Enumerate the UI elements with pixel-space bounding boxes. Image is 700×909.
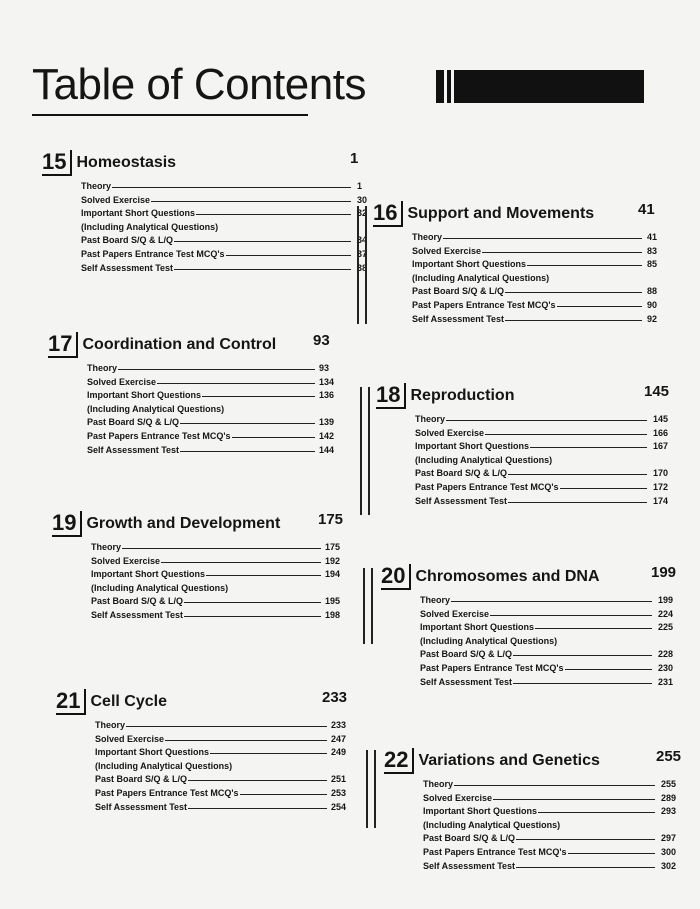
entry-leader-line: [516, 839, 655, 840]
entry-leader-line: [535, 628, 652, 629]
entry-label: Self Assessment Test: [415, 495, 508, 506]
entry-leader-line: [174, 241, 351, 242]
toc-entry: [81, 207, 368, 221]
toc-entry: [95, 801, 347, 815]
entry-leader-line: [560, 488, 647, 489]
entry-page-number: 233: [331, 720, 347, 730]
toc-entry: [81, 262, 368, 276]
toc-entry: [412, 285, 658, 299]
page-title: Table of Contents: [32, 60, 366, 109]
entry-page-number: 247: [331, 733, 347, 744]
entry-leader-line: [513, 655, 652, 656]
entry-leader-line: [505, 292, 642, 293]
title-decorative-bar: [436, 70, 644, 103]
chapter-heading: [376, 383, 514, 409]
entry-leader-line: [538, 812, 655, 813]
entry-leader-line: [180, 423, 315, 424]
entry-label: (Including Analytical Questions): [81, 221, 219, 232]
entry-label: Past Papers Entrance Test MCQ's: [95, 787, 239, 798]
entry-label: Theory: [412, 232, 443, 242]
entry-label: Theory: [95, 720, 126, 730]
chapter-vertical-rule: [357, 206, 367, 324]
entry-page-number: 167: [653, 441, 669, 452]
toc-entry: [420, 662, 674, 676]
chapter-entries: [87, 362, 335, 457]
toc-entry: [91, 555, 341, 569]
chapter-start-page: 199: [651, 564, 677, 581]
toc-entry: [95, 746, 347, 760]
toc-entry: [420, 594, 674, 608]
chapter-vertical-rule: [363, 568, 373, 644]
chapter-number: 15: [42, 150, 72, 176]
entry-label: Self Assessment Test: [87, 444, 180, 455]
entry-label: Past Board S/Q & L/Q: [420, 649, 513, 660]
toc-entry: [415, 495, 669, 509]
entry-page-number: 134: [319, 376, 335, 387]
entry-leader-line: [446, 420, 647, 421]
chapter-entries: [91, 541, 341, 623]
entry-label: Important Short Questions: [87, 390, 202, 401]
toc-entry: [420, 621, 674, 635]
entry-page-number: 30: [357, 194, 368, 205]
entry-leader-line: [485, 434, 647, 435]
toc-entry: [420, 648, 674, 662]
entry-page-number: 83: [647, 245, 658, 256]
toc-entry: [91, 595, 341, 609]
chapter-number: 21: [56, 689, 86, 715]
entry-leader-line: [122, 548, 321, 549]
entry-page-number: 41: [647, 232, 658, 242]
entry-page-number: 297: [661, 833, 677, 844]
chapter-heading: [381, 564, 600, 590]
toc-entry: [420, 635, 630, 649]
toc-entry: [81, 221, 291, 235]
entry-page-number: 170: [653, 468, 669, 479]
entry-label: Important Short Questions: [412, 259, 527, 270]
chapter-vertical-rule: [366, 750, 376, 828]
entry-label: Solved Exercise: [415, 427, 485, 438]
entry-leader-line: [240, 794, 327, 795]
entry-leader-line: [165, 740, 327, 741]
entry-page-number: 254: [331, 801, 347, 812]
toc-entry: [415, 427, 669, 441]
entry-label: Past Board S/Q & L/Q: [423, 833, 516, 844]
entry-label: Past Papers Entrance Test MCQ's: [87, 430, 231, 441]
entry-label: (Including Analytical Questions): [415, 454, 553, 465]
entry-page-number: 192: [325, 555, 341, 566]
chapter-number: 17: [48, 332, 78, 358]
entry-leader-line: [493, 799, 655, 800]
entry-page-number: 302: [661, 860, 677, 871]
chapter-number: 19: [52, 511, 82, 537]
entry-leader-line: [451, 601, 652, 602]
entry-label: Past Board S/Q & L/Q: [412, 286, 505, 297]
entry-label: Important Short Questions: [81, 208, 196, 219]
toc-entry: [95, 773, 347, 787]
entry-label: Theory: [87, 363, 118, 373]
chapter-title: Reproduction: [410, 387, 515, 404]
entry-leader-line: [157, 383, 315, 384]
entry-page-number: 231: [658, 676, 674, 687]
entry-label: Past Board S/Q & L/Q: [91, 596, 184, 607]
chapter-title: Chromosomes and DNA: [415, 568, 600, 585]
entry-leader-line: [126, 726, 327, 727]
toc-entry: [91, 568, 341, 582]
entry-label: Solved Exercise: [420, 608, 490, 619]
toc-entry: [91, 609, 341, 623]
chapter-title: Variations and Genetics: [418, 752, 600, 769]
toc-entry: [412, 313, 658, 327]
entry-page-number: 85: [647, 259, 658, 270]
entry-label: Past Board S/Q & L/Q: [81, 235, 174, 246]
toc-entry: [415, 481, 669, 495]
entry-leader-line: [184, 602, 321, 603]
toc-entry: [87, 416, 335, 430]
entry-page-number: 253: [331, 787, 347, 798]
entry-leader-line: [151, 201, 351, 202]
entry-leader-line: [508, 474, 647, 475]
chapter-title: Coordination and Control: [82, 336, 277, 353]
entry-leader-line: [527, 265, 642, 266]
entry-page-number: 136: [319, 390, 335, 401]
entry-label: (Including Analytical Questions): [91, 582, 229, 593]
chapter-entries: [423, 778, 677, 873]
entry-label: Self Assessment Test: [423, 860, 516, 871]
chapter-entries: [420, 594, 674, 689]
entry-leader-line: [557, 306, 642, 307]
chapter-number: 16: [373, 201, 403, 227]
chapter-start-page: 41: [638, 201, 655, 218]
toc-entry: [423, 778, 677, 792]
entry-page-number: 175: [325, 542, 341, 552]
entry-leader-line: [202, 396, 315, 397]
entry-label: Past Papers Entrance Test MCQ's: [81, 248, 225, 259]
toc-entry: [423, 792, 677, 806]
entry-leader-line: [232, 437, 315, 438]
entry-page-number: 144: [319, 444, 335, 455]
entry-leader-line: [188, 780, 327, 781]
toc-entry: [95, 733, 347, 747]
chapter-start-page: 175: [318, 511, 344, 528]
toc-entry: [415, 413, 669, 427]
entry-label: Past Board S/Q & L/Q: [87, 417, 180, 428]
toc-entry: [420, 608, 674, 622]
toc-entry: [423, 805, 677, 819]
entry-leader-line: [196, 214, 351, 215]
entry-label: Theory: [420, 595, 451, 605]
entry-leader-line: [516, 867, 655, 868]
chapter-vertical-rule: [360, 387, 370, 515]
entry-leader-line: [112, 187, 351, 188]
chapter-start-page: 233: [322, 689, 348, 706]
chapter-number: 18: [376, 383, 406, 409]
entry-label: Past Papers Entrance Test MCQ's: [423, 846, 567, 857]
entry-label: Self Assessment Test: [95, 801, 188, 812]
entry-leader-line: [210, 753, 327, 754]
toc-entry: [412, 299, 658, 313]
toc-entry: [87, 430, 335, 444]
toc-entry: [87, 389, 335, 403]
chapter-entries: [415, 413, 669, 508]
entry-label: Self Assessment Test: [412, 313, 505, 324]
entry-label: (Including Analytical Questions): [420, 635, 558, 646]
entry-page-number: 142: [319, 430, 335, 441]
toc-entry: [412, 231, 658, 245]
toc-entry: [95, 760, 305, 774]
toc-entry: [87, 444, 335, 458]
entry-page-number: 145: [653, 414, 669, 424]
entry-leader-line: [508, 502, 647, 503]
toc-entry: [81, 180, 363, 194]
chapter-title: Cell Cycle: [90, 693, 167, 710]
toc-entry: [95, 787, 347, 801]
entry-label: Important Short Questions: [423, 806, 538, 817]
chapter-start-page: 255: [656, 748, 682, 765]
chapter-title: Homeostasis: [76, 154, 177, 171]
entry-page-number: 172: [653, 481, 669, 492]
entry-label: Past Board S/Q & L/Q: [95, 774, 188, 785]
entry-page-number: 255: [661, 779, 677, 789]
toc-entry: [423, 819, 633, 833]
entry-label: Solved Exercise: [423, 792, 493, 803]
entry-leader-line: [505, 320, 642, 321]
entry-leader-line: [184, 616, 321, 617]
entry-page-number: 194: [325, 569, 341, 580]
entry-leader-line: [454, 785, 655, 786]
title-underline: [32, 114, 308, 116]
chapter-title: Support and Movements: [407, 205, 595, 222]
entry-label: Theory: [415, 414, 446, 424]
toc-entry: [423, 832, 677, 846]
chapter-number: 22: [384, 748, 414, 774]
toc-entry: [87, 362, 330, 376]
entry-label: Past Papers Entrance Test MCQ's: [415, 481, 559, 492]
entry-leader-line: [206, 575, 321, 576]
toc-entry: [415, 454, 625, 468]
toc-entry: [87, 403, 297, 417]
entry-leader-line: [530, 447, 647, 448]
entry-label: Solved Exercise: [87, 376, 157, 387]
entry-page-number: 174: [653, 495, 669, 506]
entry-label: Self Assessment Test: [81, 262, 174, 273]
entry-page-number: 224: [658, 608, 674, 619]
entry-label: Important Short Questions: [91, 569, 206, 580]
chapter-start-page: 1: [350, 150, 359, 167]
chapter-title: Growth and Development: [86, 515, 281, 532]
entry-label: Theory: [81, 181, 112, 191]
entry-label: Solved Exercise: [81, 194, 151, 205]
entry-label: Self Assessment Test: [91, 609, 184, 620]
entry-label: Solved Exercise: [412, 245, 482, 256]
entry-page-number: 199: [658, 595, 674, 605]
chapter-entries: [412, 231, 658, 326]
entry-leader-line: [513, 683, 652, 684]
entry-leader-line: [565, 669, 652, 670]
chapter-heading: [384, 748, 600, 774]
chapter-heading: [48, 332, 276, 358]
entry-label: Important Short Questions: [420, 622, 535, 633]
entry-label: Past Board S/Q & L/Q: [415, 468, 508, 479]
entry-page-number: 230: [658, 662, 674, 673]
entry-leader-line: [226, 255, 351, 256]
entry-page-number: 38: [357, 262, 368, 273]
entry-leader-line: [174, 269, 351, 270]
toc-entry: [415, 467, 669, 481]
chapter-start-page: 145: [644, 383, 670, 400]
toc-entry: [420, 676, 674, 690]
entry-leader-line: [443, 238, 642, 239]
entry-page-number: 300: [661, 846, 677, 857]
entry-label: Self Assessment Test: [420, 676, 513, 687]
toc-entry: [81, 248, 368, 262]
toc-entry: [81, 194, 368, 208]
entry-leader-line: [568, 853, 655, 854]
entry-label: (Including Analytical Questions): [423, 819, 561, 830]
entry-label: Important Short Questions: [95, 747, 210, 758]
chapter-heading: [56, 689, 167, 715]
entry-leader-line: [180, 451, 315, 452]
entry-page-number: 32: [357, 208, 368, 219]
entry-label: (Including Analytical Questions): [412, 272, 550, 283]
entry-leader-line: [118, 369, 315, 370]
chapter-heading: [42, 150, 176, 176]
toc-entry: [91, 582, 301, 596]
entry-page-number: 249: [331, 747, 347, 758]
toc-entry: [412, 245, 658, 259]
entry-page-number: 166: [653, 427, 669, 438]
toc-entry: [87, 376, 335, 390]
chapter-number: 20: [381, 564, 411, 590]
toc-entry: [81, 234, 368, 248]
toc-entry: [95, 719, 347, 733]
entry-leader-line: [188, 808, 327, 809]
toc-entry: [412, 272, 622, 286]
entry-page-number: 1: [357, 181, 363, 191]
chapter-heading: [52, 511, 280, 537]
chapter-entries: [95, 719, 347, 814]
entry-label: Theory: [423, 779, 454, 789]
toc-entry: [415, 440, 669, 454]
entry-label: Theory: [91, 542, 122, 552]
entry-label: Important Short Questions: [415, 441, 530, 452]
entry-page-number: 293: [661, 806, 677, 817]
entry-page-number: 225: [658, 622, 674, 633]
chapter-start-page: 93: [313, 332, 330, 349]
entry-page-number: 90: [647, 299, 658, 310]
entry-label: Solved Exercise: [91, 555, 161, 566]
entry-page-number: 228: [658, 649, 674, 660]
entry-page-number: 139: [319, 417, 335, 428]
entry-leader-line: [490, 615, 652, 616]
entry-leader-line: [482, 252, 642, 253]
entry-label: Solved Exercise: [95, 733, 165, 744]
entry-page-number: 34: [357, 235, 368, 246]
entry-label: (Including Analytical Questions): [87, 403, 225, 414]
entry-leader-line: [161, 562, 321, 563]
chapter-heading: [373, 201, 594, 227]
toc-entry: [423, 846, 677, 860]
entry-page-number: 289: [661, 792, 677, 803]
entry-label: (Including Analytical Questions): [95, 760, 233, 771]
entry-page-number: 195: [325, 596, 341, 607]
toc-entry: [412, 258, 658, 272]
entry-page-number: 92: [647, 313, 658, 324]
toc-entry: [91, 541, 341, 555]
toc-entry: [423, 860, 677, 874]
entry-page-number: 198: [325, 609, 341, 620]
entry-page-number: 88: [647, 286, 658, 297]
entry-label: Past Papers Entrance Test MCQ's: [412, 299, 556, 310]
entry-label: Past Papers Entrance Test MCQ's: [420, 662, 564, 673]
entry-page-number: 37: [357, 248, 368, 259]
entry-page-number: 251: [331, 774, 347, 785]
chapter-entries: [81, 180, 368, 275]
entry-page-number: 93: [319, 363, 330, 373]
